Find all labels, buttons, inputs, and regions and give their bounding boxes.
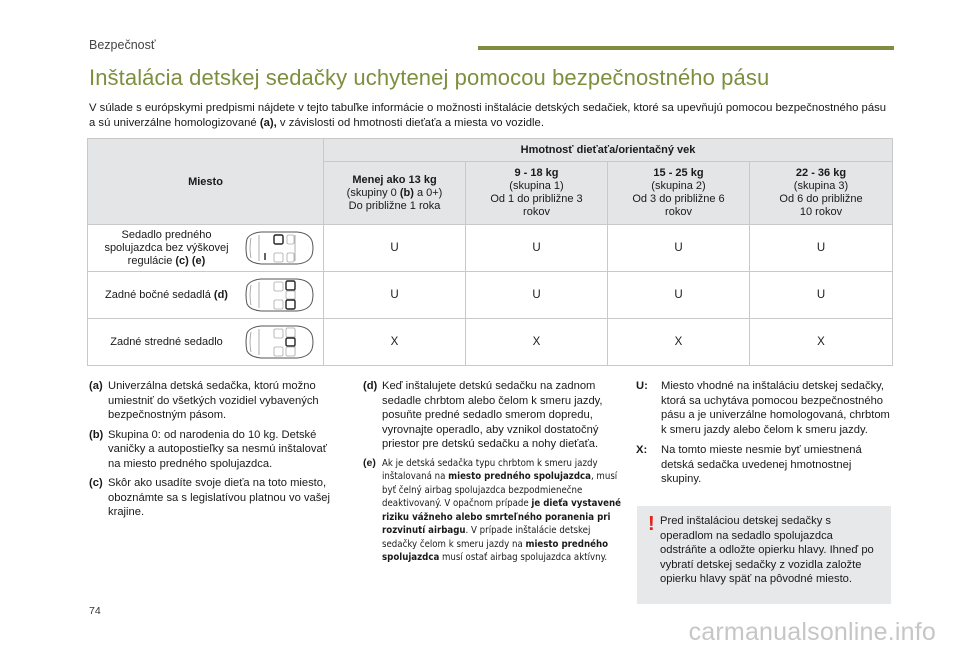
value-cell: U <box>324 272 466 319</box>
value-cell: X <box>324 319 466 366</box>
child-seat-table <box>87 138 893 366</box>
value-cell: U <box>466 225 608 272</box>
weight-column-header: Menej ako 13 kg (skupiny 0 (b) a 0+) Do približne 1 roka <box>324 162 466 225</box>
value-cell: U <box>324 225 466 272</box>
value-cell: U <box>466 272 608 319</box>
car-rear-side-seats-icon <box>241 276 315 314</box>
table-row <box>88 272 893 319</box>
table-row <box>88 319 893 366</box>
place-cell: Zadné bočné sedadlá (d) <box>88 272 324 319</box>
legend-u: U: Miesto vhodné na inštaláciu detskej sedačky, ktorá sa uchytáva pomocou bezpečnostného pásu a je univerzálne homologovaná, chrbtom k smeru jazdy alebo čelom k smeru jazdy. <box>636 380 890 436</box>
value-cell: X <box>608 319 750 366</box>
warning-text: Pred inštaláciou detskej sedačky s operadlom na sedadlo spolujazdca odstráňte a odložte opierku hlavy. Ihneď po vybratí detskej sedačky z vozidla založte opierku hlavy späť na pôvodné miesto. <box>660 515 874 585</box>
section-rule <box>478 46 894 50</box>
note-a: (a) Univerzálna detská sedačka, ktorú možno umiestniť do všetkých vozidiel vybavených bezpečnostným pásom. <box>89 380 319 421</box>
note-d: (d) Keď inštalujete detskú sedačku na zadnom sedadle chrbtom alebo čelom k smeru jazdy, posuňte predné sedadlo smerom dopredu, vyrovnajte operadlo, aby vznikol dostatočný priestor pre detskú sedačku a nohy dieťaťa. <box>363 380 603 450</box>
group-0-label: (skupiny 0 (b) a 0+) <box>346 186 443 199</box>
group-header: Hmotnosť dieťaťa/orientačný vek <box>324 139 893 162</box>
value-cell: U <box>750 272 893 319</box>
note-b: (b) Skupina 0: od narodenia do 10 kg. Detské vaničky a autopostieľky sa nesmú inštalovať na miesto predného spolujazdca. <box>89 428 327 470</box>
warning-box <box>637 506 891 604</box>
value-cell: X <box>466 319 608 366</box>
value-cell: X <box>750 319 893 366</box>
value-cell: U <box>608 272 750 319</box>
weight-column-header: 9 - 18 kg (skupina 1) Od 1 do približne 3 rokov <box>466 162 608 225</box>
place-cell: Sedadlo predného spolujazdca bez výškovej regulácie (c) (e) <box>88 225 324 272</box>
place-cell: Zadné stredné sedadlo <box>88 319 324 366</box>
section-label: Bezpečnosť <box>89 38 156 52</box>
table-row <box>88 225 893 272</box>
legend-x: X: Na tomto mieste nesmie byť umiestnená detská sedačka uvedenej hmotnostnej skupiny. <box>636 444 862 485</box>
intro-text: V súlade s európskymi predpismi nájdete v tejto tabuľke informácie o možnosti inštalácie detských sedačiek, ktoré sa upevňujú pomocou bezpečnostného pásu a sú univerzálne homologizované (a), v závislosti od hmotnosti dieťaťa a miesta vo vozidle. <box>89 102 887 129</box>
car-rear-center-seat-icon <box>241 323 315 361</box>
value-cell: U <box>750 225 893 272</box>
note-e: (e) Ak je detská sedačka typu chrbtom k smeru jazdy inštalovaná na miesto predného spolujazdca, musí byť čelný airbag spolujazdca bezpodmienečne deaktivovaný. V opačnom prípade je dieťa vystavené riziku vážneho alebo smrteľného poranenia pri rozvinutí airbagu. V prípade inštalácie detskej sedačky čelom k smeru jazdy na miesto predného spolujazdca musí ostať airbag spolujazdca aktívny. <box>363 456 621 563</box>
car-front-passenger-seat-icon <box>241 229 315 267</box>
legend <box>636 379 894 493</box>
weight-column-header: 15 - 25 kg (skupina 2) Od 3 do približne 6 rokov <box>608 162 750 225</box>
page-number: 74 <box>89 605 101 617</box>
note-c: (c) Skôr ako usadíte svoje dieťa na toto miesto, oboznámte sa s legislatívou platnou vo vašej krajine. <box>89 477 331 518</box>
warning-icon: ! <box>648 513 655 535</box>
notes-middle <box>363 379 625 570</box>
place-header: Miesto <box>88 139 324 225</box>
value-cell: U <box>608 225 750 272</box>
watermark: carmanualsonline.info <box>688 618 936 646</box>
weight-column-header: 22 - 36 kg (skupina 3) Od 6 do približne 10 rokov <box>750 162 893 225</box>
page-title: Inštalácia detskej sedačky uchytenej pomocou bezpečnostného pásu <box>89 65 770 90</box>
notes-left <box>89 379 337 525</box>
